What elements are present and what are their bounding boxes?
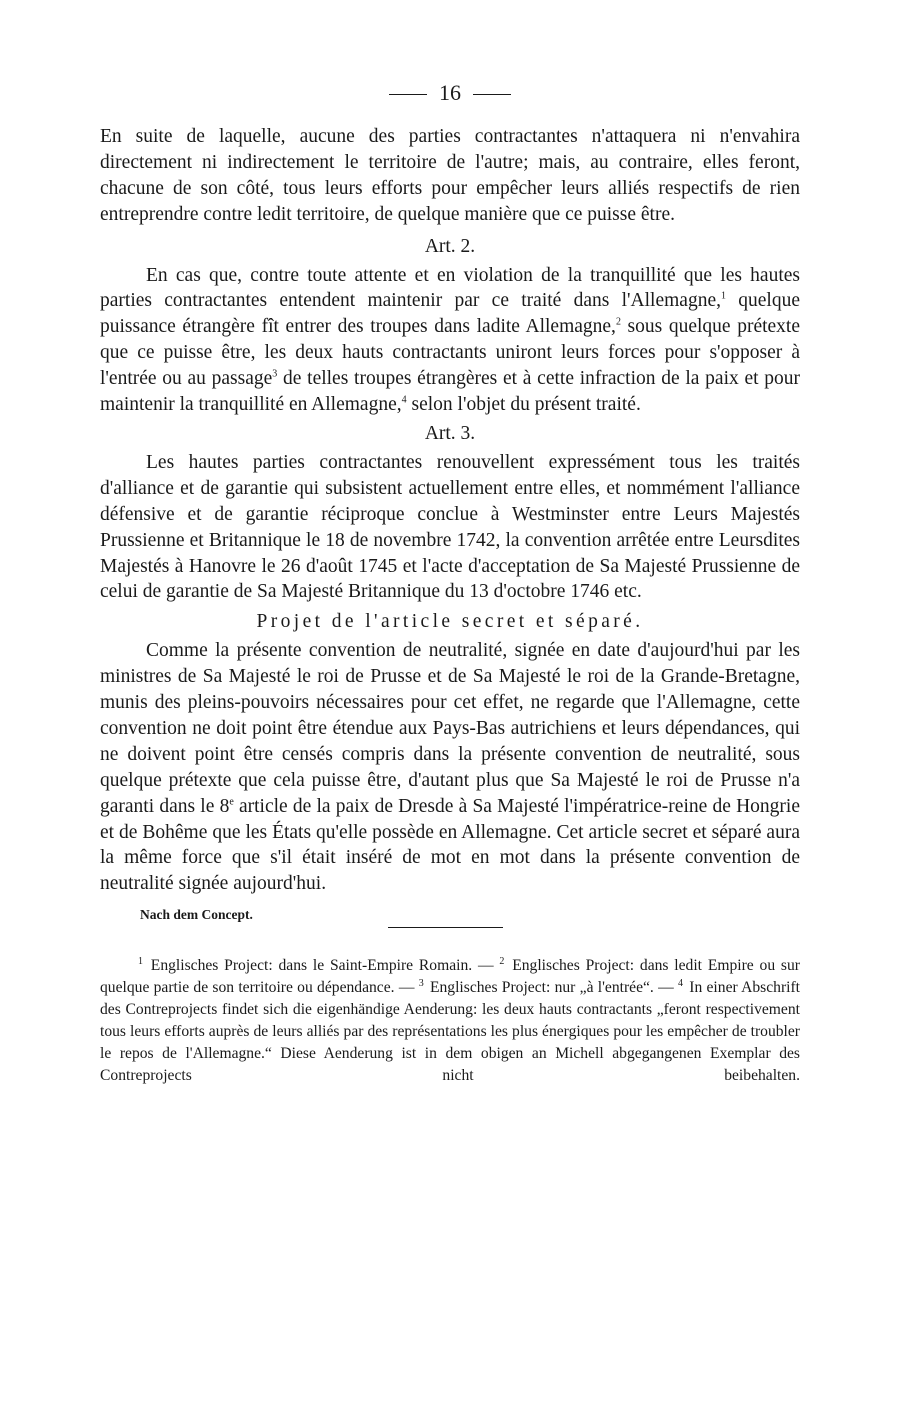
article-2-text-e: selon l'objet du présent traité. (406, 394, 641, 416)
secret-article-paragraph (100, 638, 800, 897)
article-2-heading: Art. 2. (424, 235, 476, 257)
secret-article-text-a: Comme la présente convention de neutralité, signée en date d'aujourd'hui par les ministres de Sa Majesté le roi de Prusse et de Sa Majesté le roi de la Grande-Bretagne, munis des pleins-pouvoirs nécessaires pour cet effet, ne regarde que l'Allemagne, cette convention ne doit point être étendue aux Pays-Bas autrichiens et leurs dépendances, qui ne doivent point être censés compris dans la présente convention de neutralité, sous quelque prétexte que cela puisse être, d'autant plus que Sa Majesté le roi de Prusse n'a garanti dans le 8 (100, 640, 800, 817)
page-header (100, 80, 800, 110)
article-3-paragraph: Les hautes parties contractantes renouvellent expressément tous les traités d'alliance et de garantie qui subsistent actuellement entre elles, et nommément l'alliance défensive et de garantie réciproque conclue à Westminster entre Leurs Majestés Prussienne et Britannique le 18 de novembre 1742, la convention arrêtée entre Leursdites Majestés à Hanovre le 26 d'août 1745 et l'acte d'acceptation de Sa Majesté Prussienne de celui de garantie de Sa Majesté Britannique du 13 d'octobre 1746 etc. (100, 451, 800, 603)
footnote-number-2: 2 (499, 956, 505, 968)
source-note (140, 907, 800, 929)
article-2-text-a: En cas que, contre toute attente et en violation de la tranquillité que les hautes parties contractantes entendent maintenir par ce traité dans l'Allemagne, (100, 264, 800, 312)
source-note-text: Nach dem Concept. (140, 907, 253, 923)
paragraph-continuation: En suite de laquelle, aucune des parties contractantes n'attaquera ni n'envahira directement ni indirectement le territoire de l'autre; mais, au contraire, elles feront, chacune de son côté, tous leurs efforts pour empêcher leurs alliés respectifs de rien entreprendre contre ledit territoire, de quelque manière que ce puisse être. (100, 126, 800, 225)
document-page (100, 80, 800, 1087)
footnote-text-1: Englisches Project: dans le Saint-Empire Romain. — (145, 957, 500, 975)
article-3-heading: Art. 3. (424, 422, 476, 444)
article-2-text-c: sous quelque prétexte que ce puisse être, les deux hauts contractants uniront leurs forces pour s'opposer à l'entrée ou au passage (100, 316, 801, 390)
article-2-text-b: quelque puissance étrangère fît entrer des troupes dans ladite Allemagne, (100, 290, 800, 338)
article-2-text-d: de telles troupes étrangères et à cette infraction de la paix et pour maintenir la tranquillité en Allemagne, (100, 368, 801, 416)
footnote-number-1: 1 (138, 956, 143, 968)
article-2-paragraph (100, 263, 800, 418)
footnote-ref-2: 2 (615, 316, 621, 328)
footnotes-paragraph (100, 955, 800, 1086)
header-rule-left (389, 94, 427, 95)
footnote-text-4: In einer Abschrift des Contreprojects findet sich die eigenhändige Aenderung: les deux hauts contractants „feront respectivement tous leurs efforts auprès de leurs alliés par des représentations les plus énergiques pour les empêcher de troubler le repos de l'Allemagne.“ Diese Aenderung ist in dem obigen an Michell abgegangenen Exemplar des Contreprojects nicht beibehalten. (100, 979, 800, 1084)
header-rule-right (473, 94, 511, 95)
footnotes (100, 955, 800, 1086)
footnote-text-3: Englisches Project: nur „à l'entrée“. — (425, 979, 678, 997)
secret-article-heading: Projet de l'article secret et séparé. (256, 611, 644, 633)
footnote-number-3: 3 (418, 978, 424, 989)
page-number: 16 (439, 80, 461, 105)
footnote-number-4: 4 (677, 978, 683, 989)
footnote-ref-4: 4 (401, 394, 407, 406)
footnote-ref-1: 1 (720, 290, 726, 302)
footnote-separator-rule (388, 927, 503, 928)
main-text (100, 124, 800, 897)
footnote-text-2: Englisches Project: dans ledit Empire ou sur quelque partie de son territoire ou dépendance. — (100, 957, 800, 997)
footnote-ref-3: 3 (272, 368, 278, 380)
ordinal-superscript: e (229, 796, 234, 808)
secret-article-text-b: article de la paix de Dresde à Sa Majesté l'impératrice-reine de Hongrie et de Bohême que les États qu'elle possède en Allemagne. Cet article secret et séparé aura la même force que s'il était inséré de mot en mot dans la présente convention de neutralité signée aujourd'hui. (100, 795, 800, 895)
